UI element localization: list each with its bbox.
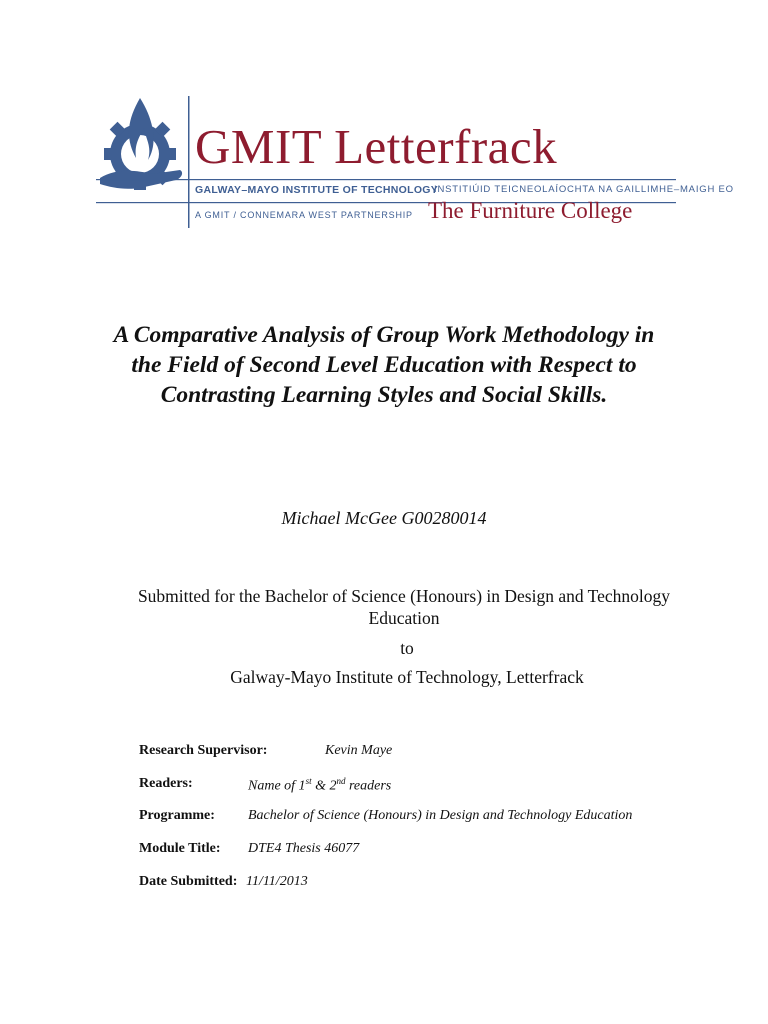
module-value: DTE4 Thesis 46077 <box>248 841 360 856</box>
to-text: to <box>400 638 414 658</box>
brand-name: GMIT Letterfrack <box>195 119 558 174</box>
programme-row <box>139 808 633 824</box>
submission-institution: Galway-Mayo Institute of Technology, Letterfrack <box>230 667 584 687</box>
supervisor-label: Research Supervisor: <box>139 743 268 758</box>
readers-value: Name of 1st & 2nd readers <box>248 776 392 794</box>
author-name: Michael McGee G00280014 <box>281 508 487 528</box>
module-row <box>139 841 360 857</box>
programme-value: Bachelor of Science (Honours) in Design and Technology Education <box>248 808 633 823</box>
readers-row <box>139 776 392 794</box>
partnership-text: A GMIT / CONNEMARA WEST PARTNERSHIP <box>195 210 413 220</box>
institution-name-irish: INSTITIÚID TEICNEOLAÍOCHTA NA GAILLIMHE–MAIGH EO <box>434 184 734 195</box>
gmit-logo <box>96 92 734 232</box>
readers-label: Readers: <box>139 776 193 791</box>
date-row <box>139 874 308 890</box>
supervisor-value: Kevin Maye <box>325 743 393 758</box>
supervisor-row <box>139 743 393 759</box>
submitted-for-text: Submitted for the Bachelor of Science (Honours) in Design and Technology Education <box>137 586 671 628</box>
institution-name-english: GALWAY–MAYO INSTITUTE OF TECHNOLOGY <box>195 184 439 196</box>
date-label: Date Submitted: <box>139 874 238 889</box>
programme-label: Programme: <box>139 808 215 823</box>
thesis-title: A Comparative Analysis of Group Work Methodology in the Field of Second Level Education with Respect to Contrasting Learning Styles and Social Skills. <box>113 322 655 408</box>
date-value: 11/11/2013 <box>246 874 308 889</box>
college-name: The Furniture College <box>428 198 633 223</box>
module-label: Module Title: <box>139 841 221 856</box>
